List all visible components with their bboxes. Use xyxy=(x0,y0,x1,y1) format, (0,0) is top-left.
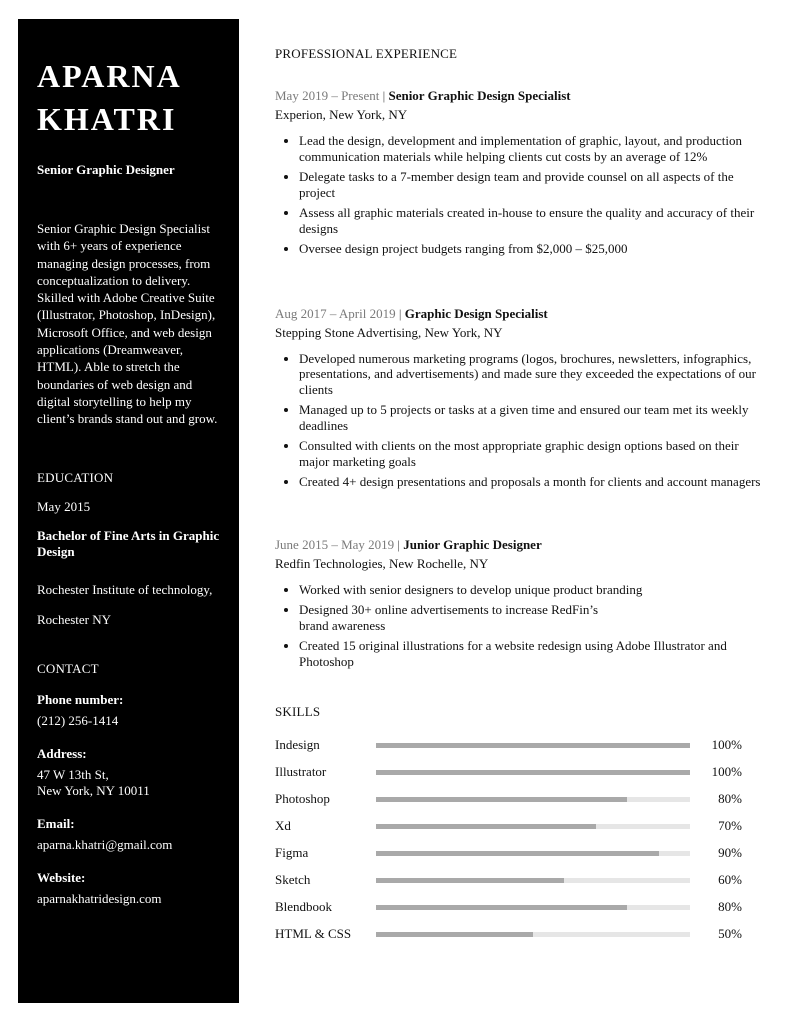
email-label: Email: xyxy=(37,815,75,831)
contact-heading: CONTACT xyxy=(37,660,99,676)
skill-percent: 100% xyxy=(711,737,742,752)
name-first: APARNA xyxy=(37,58,182,94)
skill-bar-fill xyxy=(376,932,533,937)
candidate-title: Senior Graphic Designer xyxy=(37,162,175,177)
education-date: May 2015 xyxy=(37,498,91,514)
bullet-item: • Created 15 original illustrations for a website redesign using Adobe Illustrator and Photoshop xyxy=(299,638,765,669)
bullet-item: • Consulted with clients on the most appropriate graphic design options based on their major marketing goals xyxy=(299,438,765,469)
job-entry xyxy=(275,537,765,670)
education-city: Rochester NY xyxy=(37,611,112,627)
bullet-item: • Managed up to 5 projects or tasks at a given time and ensured our team met its weekly deadlines xyxy=(299,402,765,433)
contact-email xyxy=(37,816,221,853)
skill-name: Blendbook xyxy=(275,899,333,914)
contact-website xyxy=(37,870,221,907)
job-company: Experion, New York, NY xyxy=(275,107,408,122)
skill-name: Figma xyxy=(275,845,309,860)
sidebar xyxy=(18,19,239,1003)
bullet-item: • Delegate tasks to a 7-member design team and provide counsel on all aspects of the project xyxy=(299,169,765,200)
contact-phone xyxy=(37,692,221,729)
skill-percent: 50% xyxy=(718,926,742,941)
skill-bar-fill xyxy=(376,797,627,802)
bullet-item: • Designed 30+ online advertisements to increase RedFin’s brand awareness xyxy=(299,602,599,633)
name-last: KHATRI xyxy=(37,101,177,137)
skill-row xyxy=(275,818,765,845)
bullet-item: • Created 4+ design presentations and proposals a month for clients and account managers xyxy=(299,474,765,490)
skill-row xyxy=(275,845,765,872)
bullet-item: • Lead the design, development and implementation of graphic, layout, and production communication materials while helping clients cut costs by an average of 12% xyxy=(299,133,765,164)
job-bullets xyxy=(275,582,765,670)
website-label: Website: xyxy=(37,869,86,885)
skill-row xyxy=(275,764,765,791)
education-school: Rochester Institute of technology, xyxy=(37,581,213,597)
skill-percent: 70% xyxy=(718,818,742,833)
skill-bar-fill xyxy=(376,743,690,748)
skill-bar-track xyxy=(376,824,690,829)
job-separator: | xyxy=(382,88,386,103)
summary-text: Senior Graphic Design Specialist with 6+ years of experience managing design processes, from conceptualization to delivery. Skilled with Adobe Creative Suite (Illustrator, Photoshop, InDesign), Microsoft Office, and web design applications (Dreamweaver, HTML). Able to stretch the boundaries of web design and digital storytelling to help my client’s brands stand out and grow. xyxy=(37,221,218,427)
job-dates: May 2019 – Present xyxy=(275,88,380,103)
skill-name: Sketch xyxy=(275,872,311,887)
job-separator: | xyxy=(397,536,401,552)
job-header xyxy=(275,306,765,322)
candidate-name xyxy=(37,55,221,141)
skill-bar-fill xyxy=(376,851,659,856)
skill-bar-fill xyxy=(376,770,690,775)
skill-row xyxy=(275,872,765,899)
skill-bar-fill xyxy=(376,824,596,829)
bullet-item: • Developed numerous marketing programs (logos, brochures, newsletters, infographics, presentations, and advertisements) and made sure they exceeded the expectations of our clients xyxy=(299,351,765,398)
skill-row xyxy=(275,737,765,764)
skill-bar-track xyxy=(376,932,690,937)
skill-percent: 60% xyxy=(718,872,742,887)
job-header xyxy=(275,88,765,104)
education-heading: EDUCATION xyxy=(37,469,114,485)
address-line-1: 47 W 13th St, xyxy=(37,766,109,782)
skill-row xyxy=(275,899,765,926)
address-value xyxy=(37,767,221,799)
skill-bar-fill xyxy=(376,878,564,883)
phone-value: (212) 256-1414 xyxy=(37,712,119,728)
job-header xyxy=(275,537,765,553)
job-entry xyxy=(275,306,765,490)
skill-name: Photoshop xyxy=(275,791,330,806)
job-company: Redfin Technologies, New Rochelle, NY xyxy=(275,555,489,571)
skills-list xyxy=(275,737,765,953)
skill-bar-track xyxy=(376,905,690,910)
bullet-item: • Oversee design project budgets ranging from $2,000 – $25,000 xyxy=(299,241,765,257)
job-separator: | xyxy=(398,305,402,321)
skill-bar-track xyxy=(376,851,690,856)
skills-heading: SKILLS xyxy=(275,704,321,719)
skill-bar-fill xyxy=(376,905,627,910)
contact-address xyxy=(37,746,221,799)
skill-percent: 100% xyxy=(711,764,742,779)
email-value[interactable]: aparna.khatri@gmail.com xyxy=(37,836,173,852)
skill-row xyxy=(275,791,765,818)
skill-bar-track xyxy=(376,743,690,748)
job-entry xyxy=(275,88,765,257)
job-dates: June 2015 – May 2019 xyxy=(275,536,395,552)
skill-bar-track xyxy=(376,797,690,802)
skill-percent: 90% xyxy=(718,845,742,860)
education-degree: Bachelor of Fine Arts in Graphic Design xyxy=(37,527,220,559)
job-role: Senior Graphic Design Specialist xyxy=(388,88,571,103)
job-role: Junior Graphic Designer xyxy=(403,536,542,552)
skill-bar-track xyxy=(376,878,690,883)
skill-name: Indesign xyxy=(275,737,320,752)
job-role: Graphic Design Specialist xyxy=(404,305,548,321)
skill-percent: 80% xyxy=(718,899,742,914)
skill-percent: 80% xyxy=(718,791,742,806)
job-company: Stepping Stone Advertising, New York, NY xyxy=(275,324,503,340)
skill-name: Xd xyxy=(275,818,291,833)
job-dates: Aug 2017 – April 2019 xyxy=(275,305,396,321)
bullet-item: • Assess all graphic materials created in-house to ensure the quality and accuracy of their designs xyxy=(299,205,765,236)
website-value[interactable]: aparnakhatridesign.com xyxy=(37,890,162,906)
skill-bar-track xyxy=(376,770,690,775)
job-bullets xyxy=(275,351,765,490)
job-bullets xyxy=(275,133,765,257)
address-label: Address: xyxy=(37,745,87,761)
skill-name: HTML & CSS xyxy=(275,926,352,941)
skill-name: Illustrator xyxy=(275,764,327,779)
address-line-2: New York, NY 10011 xyxy=(37,782,150,798)
main-content xyxy=(275,46,765,953)
phone-label: Phone number: xyxy=(37,691,124,707)
bullet-item: • Worked with senior designers to develop unique product branding xyxy=(299,582,765,598)
experience-heading: PROFESSIONAL EXPERIENCE xyxy=(275,46,458,61)
skill-row xyxy=(275,926,765,953)
